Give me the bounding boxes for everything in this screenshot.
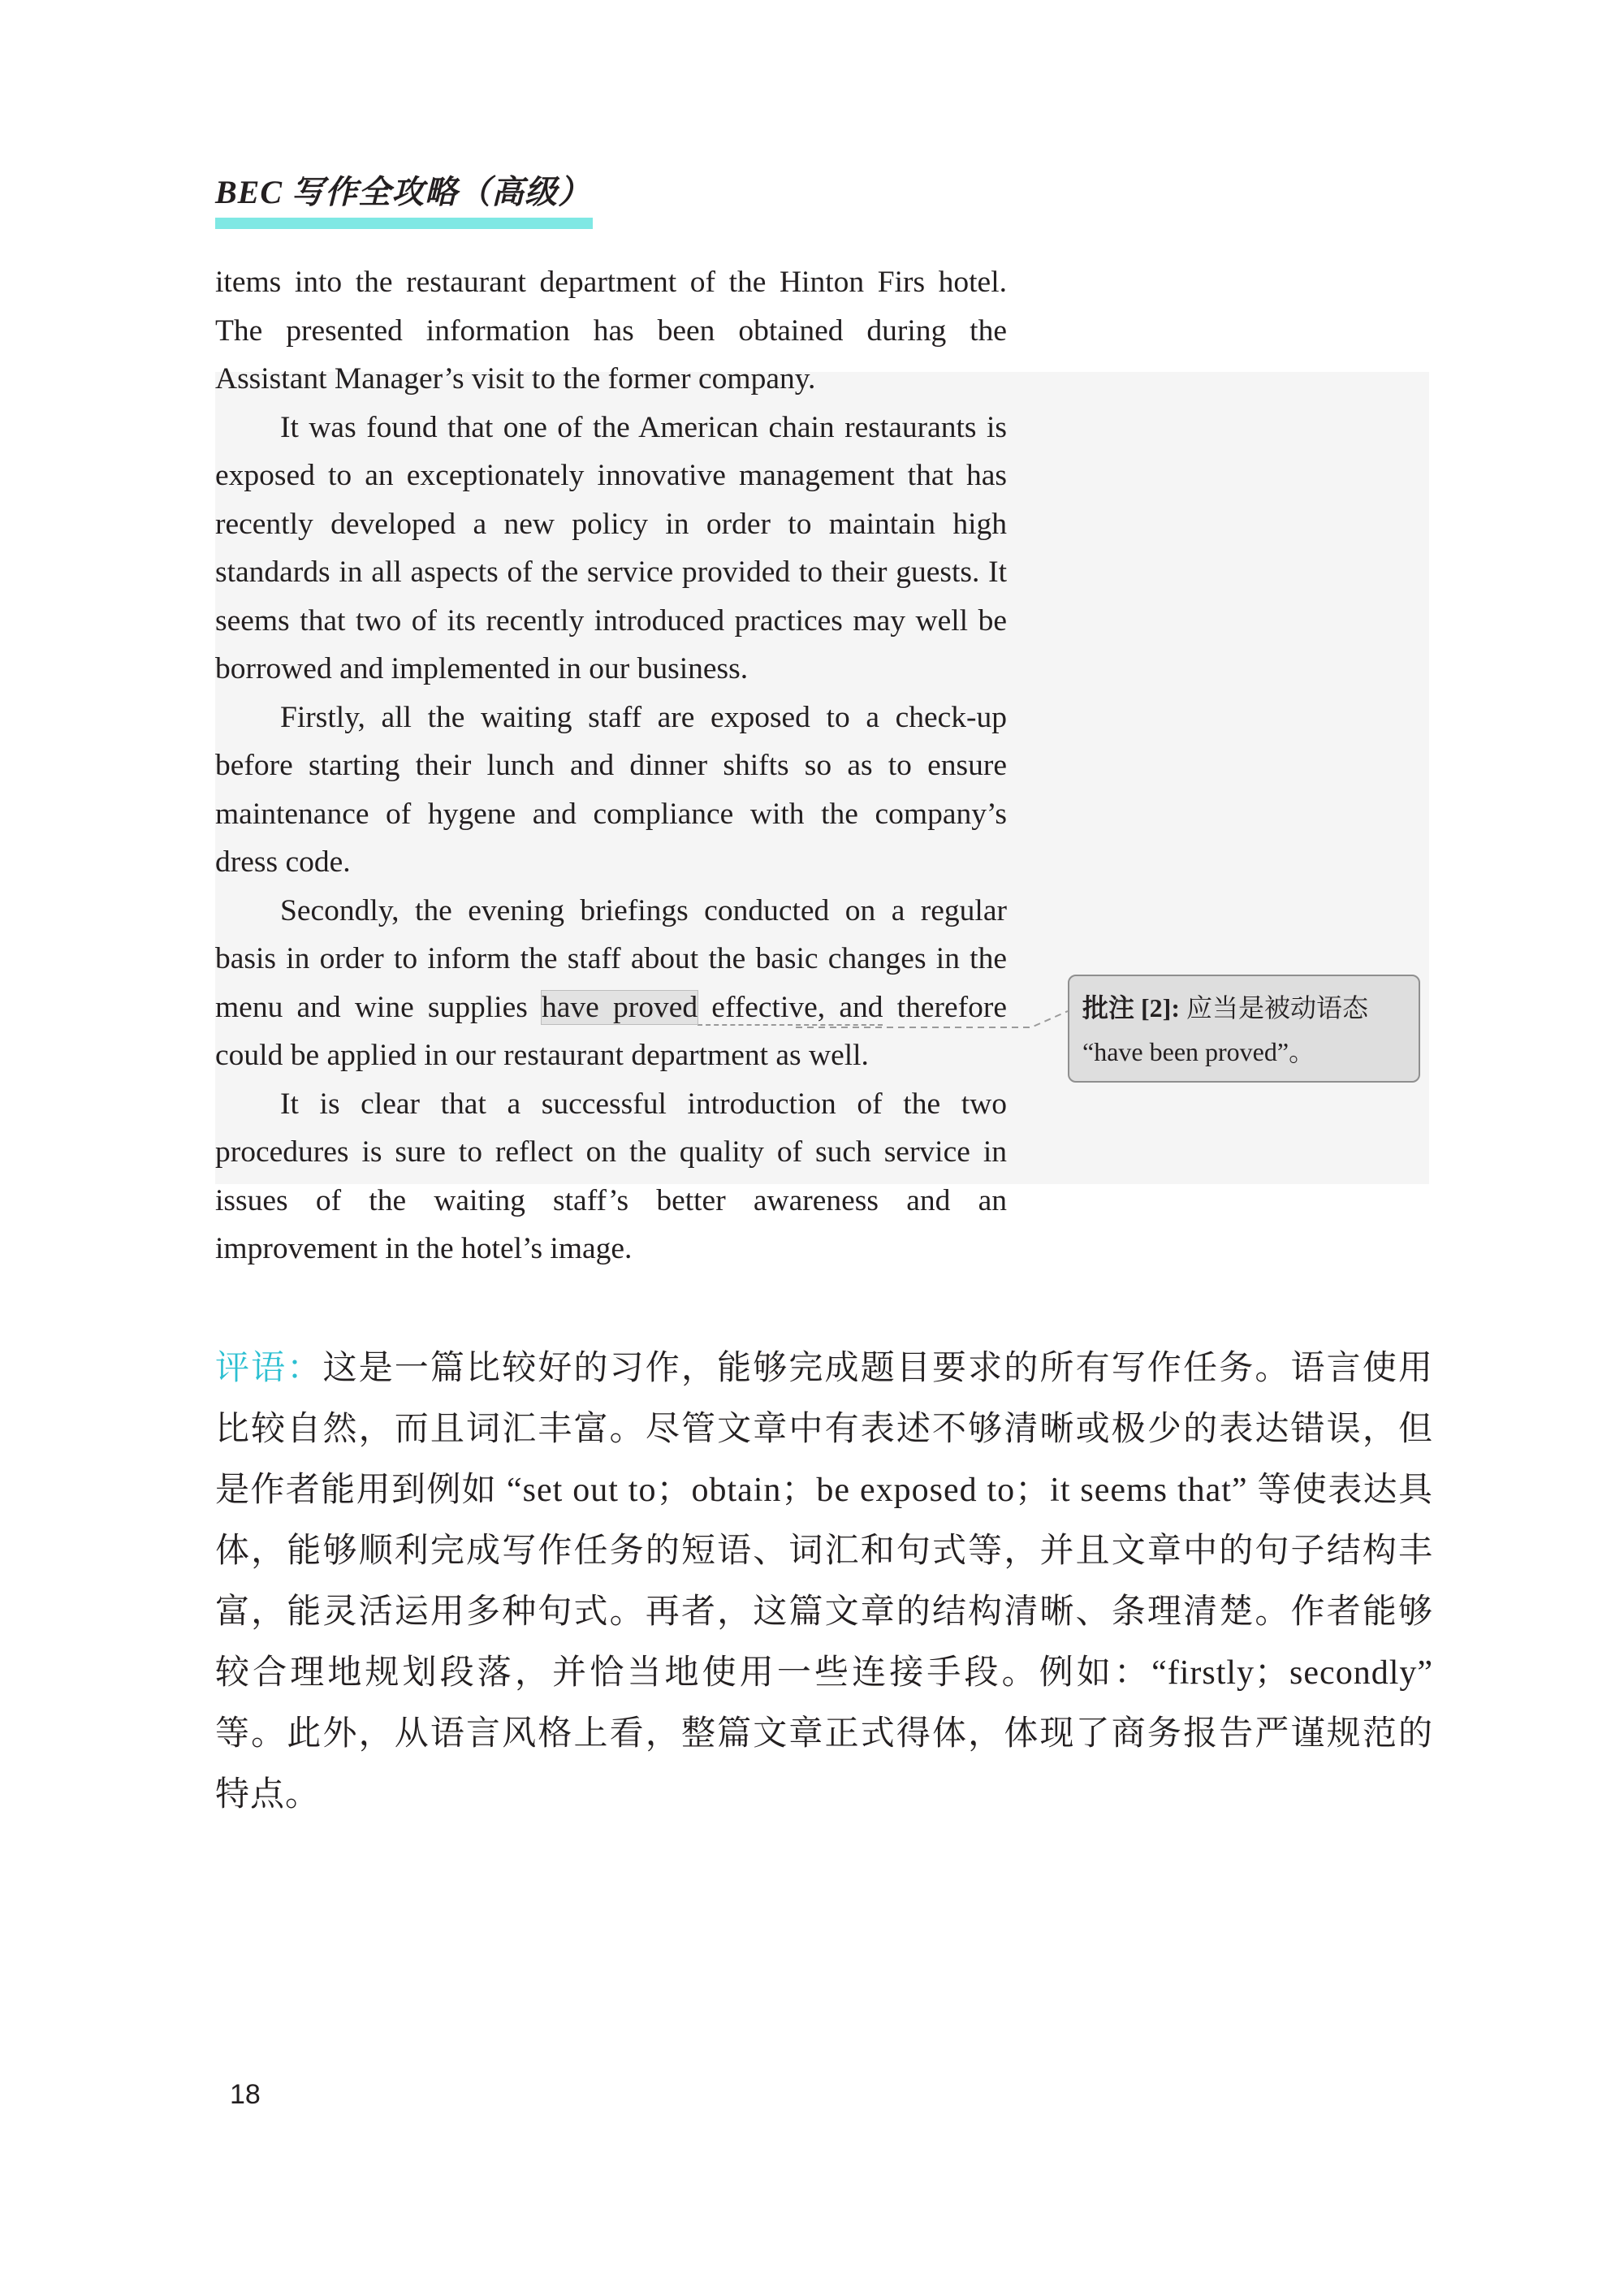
book-title: BEC 写作全攻略（高级） <box>215 174 592 210</box>
annotated-phrase-tail: effective, and <box>698 990 883 1024</box>
review-section <box>215 1338 1433 1826</box>
essay-paragraph-4 <box>215 887 1007 1080</box>
essay-paragraph-3: Firstly, all the waiting staff are exposed to a check-up before starting their lunch and dinner shifts so as to ensure maintenance of hygene and compliance with the company’s dress code. <box>215 700 1007 879</box>
page-number: 18 <box>230 2079 261 2110</box>
comment-tag: 批注 [2]: <box>1082 993 1180 1022</box>
essay-paragraph-1: items into the restaurant department of the Hinton Firs hotel. The presented information has been obtained during the Assistant Manager’s visit to the former company. <box>215 266 1007 396</box>
essay-paragraph-5: It is clear that a successful introduction of the two procedures is sure to reflect on the quality of such service in issues of the waiting staff’s better awareness and an improvement in the hotel’s image. <box>215 1087 1007 1265</box>
paragraph-4-start: Secondly, the evening briefings conducted on a regular basis in order to inform the staff about the basic changes in the menu and wine supplies <box>215 893 1007 1024</box>
header-accent-bar <box>215 218 593 229</box>
essay-body <box>215 258 1007 1273</box>
annotated-phrase[interactable]: have proved <box>542 990 698 1024</box>
paragraph-4-end: therefore could be applied in our restaurant department as well. <box>215 990 1007 1072</box>
review-text: 这是一篇比较好的习作，能够完成题目要求的所有写作任务。语言使用比较自然，而且词汇丰富。尽管文章中有表述不够清晰或极少的表达错误，但是作者能用到例如 “set out to；obtain；be exposed to；it seems that” 等使表达具体，能够顺利完成写作任务的短语、词汇和句式等，并且文章中的句子结构丰富，能灵活运用多种句式。再者，这篇文章的结构清晰、条理清楚。作者能够较合理地规划段落，并恰当地使用一些连接手段。例如：“firstly；secondly” 等。此外，从语言风格上看，整篇文章正式得体，体现了商务报告严谨规范的特点。 <box>215 1350 1433 1814</box>
comment-balloon[interactable] <box>1068 975 1420 1083</box>
comment-text: 应当是被动语态 “have been proved”。 <box>1082 993 1368 1066</box>
running-header <box>215 172 591 213</box>
essay-paragraph-2: It was found that one of the American chain restaurants is exposed to an exceptionately innovative management that has recently developed a new policy in order to maintain high standards in all aspects of the service provided to their guests. It seems that two of its recently introduced practices may well be borrowed and implemented in our business. <box>215 410 1007 685</box>
review-label: 评语： <box>215 1350 323 1387</box>
